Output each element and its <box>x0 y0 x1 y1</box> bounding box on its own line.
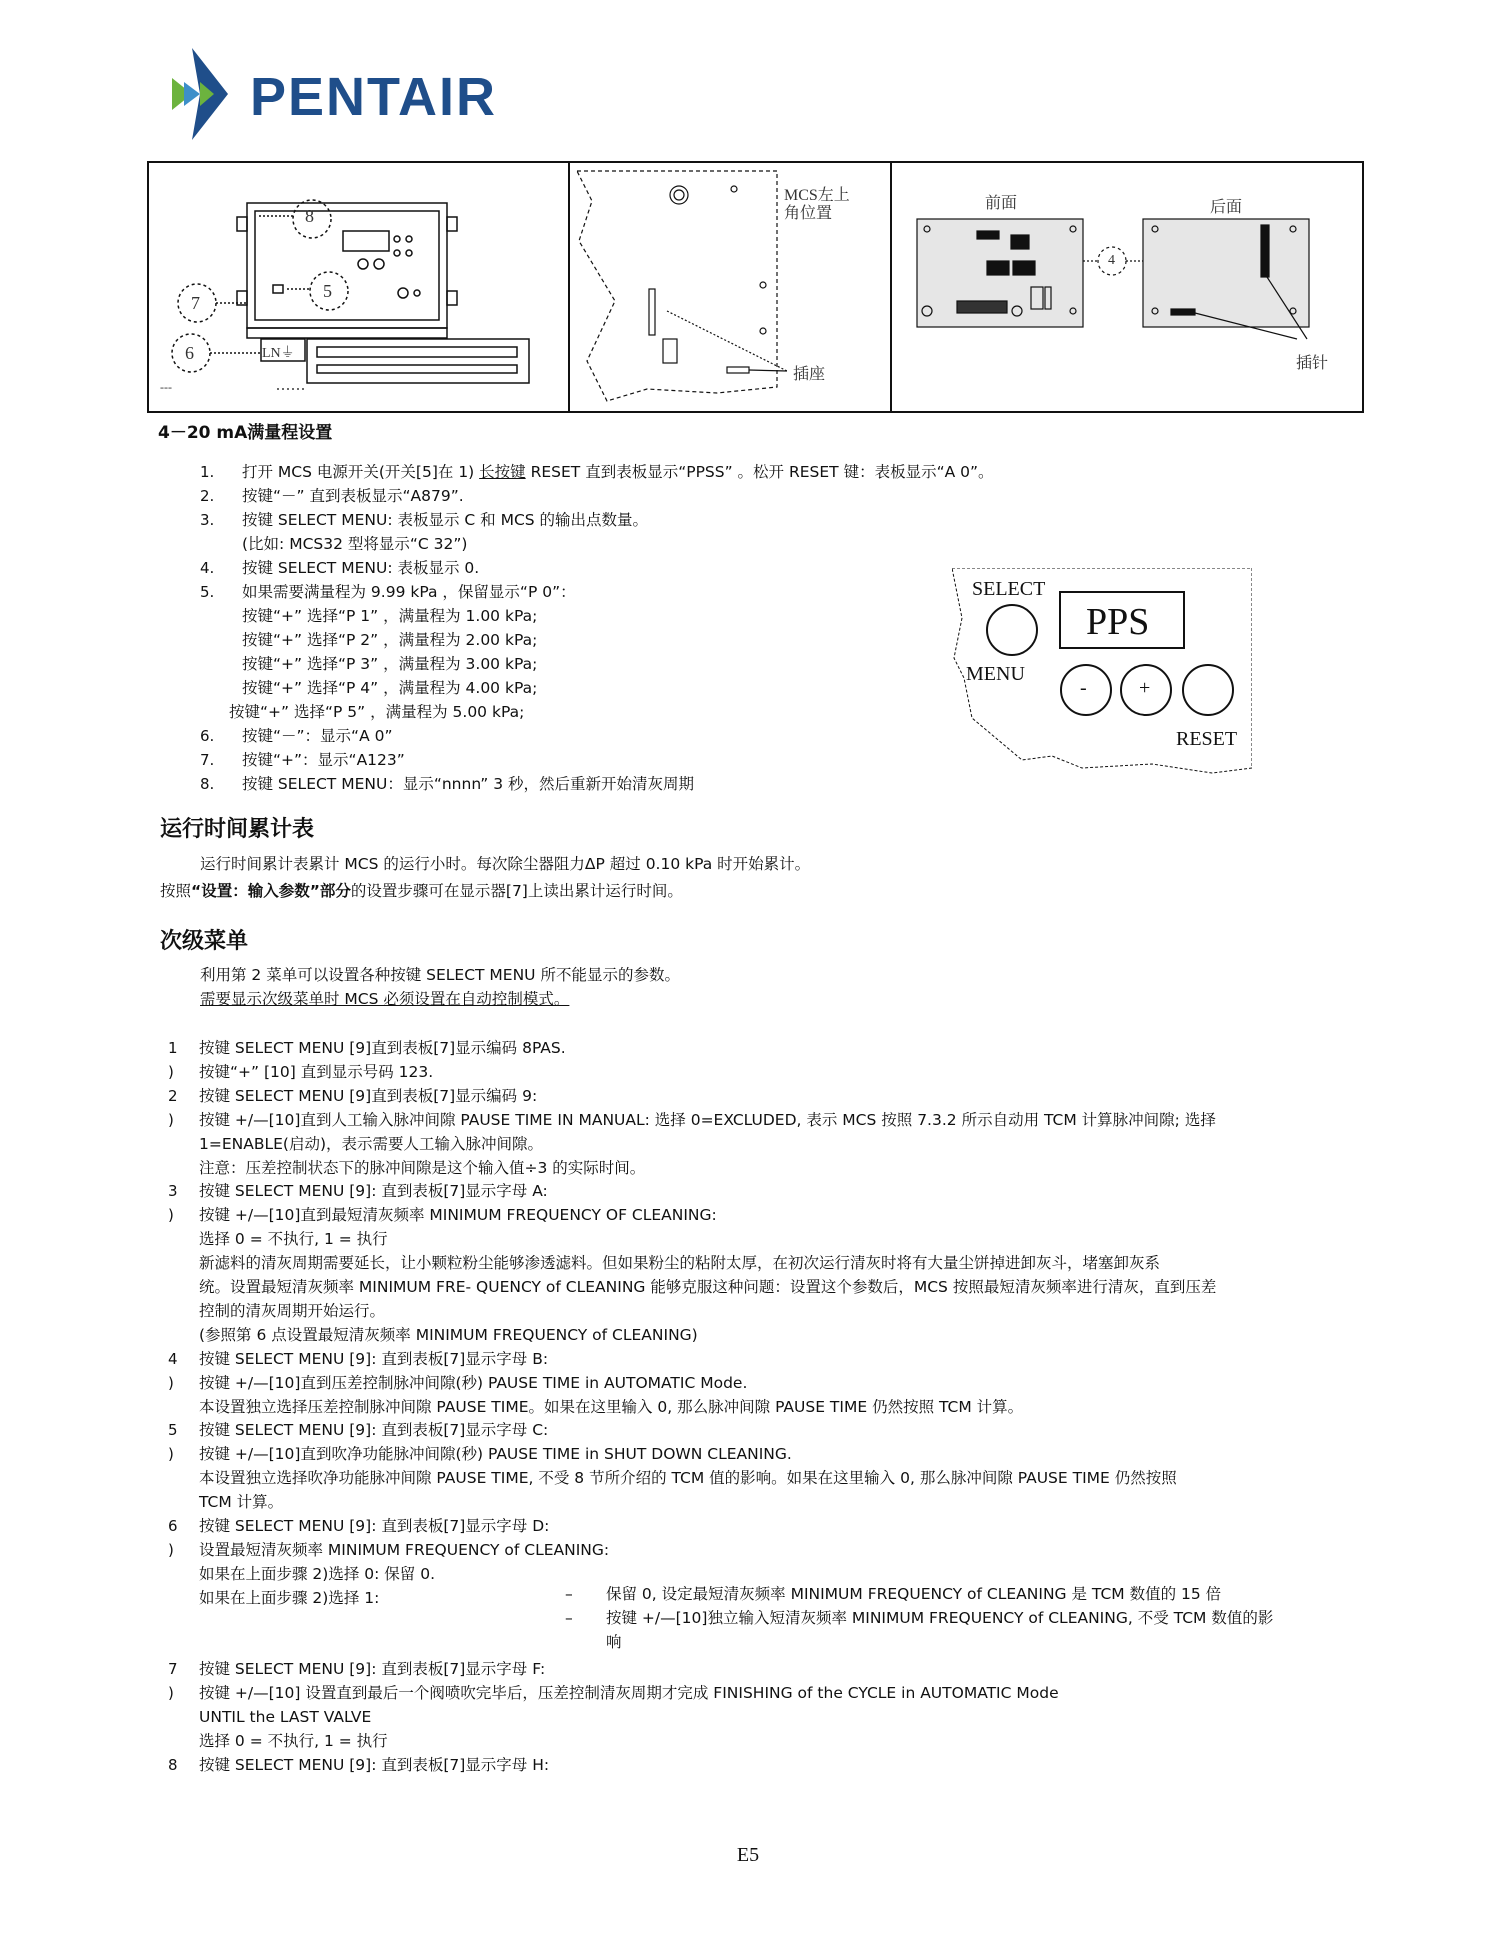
step-text: 本设置独立选择压差控制脉冲间隙 PAUSE TIME。如果在这里输入 0, 那么脉冲间隙 PAUSE TIME 仍然按照 TCM 计算。 <box>199 1398 1024 1416</box>
list-item-text: 如果需要满量程为 9.99 kPa ，保留显示“P 0”： <box>242 583 576 601</box>
step-text: 按键 SELECT MENU [9]: 直到表板[7]显示字母 C: <box>199 1421 549 1439</box>
list-item-text: 按键 SELECT MENU: 表板显示 C 和 MCS 的输出点数量。 <box>242 511 649 529</box>
list-number: 4. <box>200 559 215 577</box>
socket-label: 插座 <box>793 366 826 383</box>
panel2-label: MCS左上 <box>784 187 850 204</box>
callout-6: 6 <box>185 343 194 363</box>
paragraph: 运行时间累计表累计 MCS 的运行小时。每次除尘器阻力ΔP 超过 0.10 kPa 时开始累计。 <box>200 855 811 873</box>
front-label: 前面 <box>985 195 1018 212</box>
plus-label: + <box>1139 677 1151 699</box>
step-marker: ) <box>168 1063 174 1081</box>
list-number: 7. <box>200 751 215 769</box>
step-text: 按键 SELECT MENU [9]: 直到表板[7]显示字母 F: <box>199 1660 546 1678</box>
step-marker: 6 <box>168 1517 178 1535</box>
step-text: 按键 SELECT MENU [9]: 直到表板[7]显示字母 D: <box>199 1517 550 1535</box>
step-marker: 7 <box>168 1660 178 1678</box>
callout-5: 5 <box>323 281 332 301</box>
step-text: 按键 SELECT MENU [9]: 直到表板[7]显示字母 H: <box>199 1756 550 1774</box>
step-text: (参照第 6 点设置最短清灰频率 MINIMUM FREQUENCY of CLEANING) <box>199 1326 698 1344</box>
reset-label: RESET <box>1176 728 1238 750</box>
select-label: SELECT <box>972 578 1046 600</box>
paragraph: 利用第 2 菜单可以设置各种按键 SELECT MENU 所不能显示的参数。 <box>200 966 680 984</box>
step-text: 选择 0 = 不执行, 1 = 执行 <box>199 1230 388 1248</box>
step-marker: 3 <box>168 1182 178 1200</box>
list-item-text: 按键 SELECT MENU：显示“nnnn” 3 秒，然后重新开始清灰周期 <box>242 775 695 793</box>
list-item-text: 按键 SELECT MENU: 表板显示 0. <box>242 559 480 577</box>
step-text: 按键 SELECT MENU [9]直到表板[7]显示编码 9: <box>199 1087 538 1105</box>
list-item-text: 按键“+” 选择“P 2” ，满量程为 2.00 kPa; <box>242 631 538 649</box>
display-text: PPS <box>1086 601 1150 643</box>
step-text: UNTIL the LAST VALVE <box>199 1708 372 1726</box>
option-text: 保留 0, 设定最短清灰频率 MINIMUM FREQUENCY of CLEANING 是 TCM 数值的 15 倍 <box>606 1585 1222 1603</box>
paragraph: 需要显示次级菜单时 MCS 必须设置在自动控制模式。 <box>200 990 570 1008</box>
option-text: 按键 +/—[10]独立输入短清灰频率 MINIMUM FREQUENCY of CLEANING, 不受 TCM 数值的影 <box>606 1609 1274 1627</box>
step-marker: ) <box>168 1206 174 1224</box>
list-item-text: (比如: MCS32 型将显示“C 32”) <box>242 535 468 553</box>
step-marker: ) <box>168 1445 174 1463</box>
step-text: 按键 SELECT MENU [9]直到表板[7]显示编码 8PAS. <box>199 1039 566 1057</box>
step-marker: 5 <box>168 1421 178 1439</box>
step-text: 按键 +/—[10]直到吹净功能脉冲间隙(秒) PAUSE TIME in SHUT DOWN CLEANING. <box>199 1445 792 1463</box>
step-marker: ) <box>168 1374 174 1392</box>
step-text: 控制的清灰周期开始运行。 <box>199 1302 386 1320</box>
step-marker: 2 <box>168 1087 178 1105</box>
callout-8: 8 <box>305 206 314 226</box>
menu-label: MENU <box>966 663 1025 685</box>
step-text: 按键“+” [10] 直到显示号码 123. <box>199 1063 434 1081</box>
step-marker: ) <box>168 1541 174 1559</box>
step-text: 按键 SELECT MENU [9]: 直到表板[7]显示字母 A: <box>199 1182 548 1200</box>
list-number: 3. <box>200 511 215 529</box>
step-text: 按键 +/—[10] 设置直到最后一个阀喷吹完毕后，压差控制清灰周期才完成 FINISHING of the CYCLE in AUTOMATIC Mode <box>199 1684 1059 1702</box>
list-item-text: 按键“+”：显示“A123” <box>242 751 405 769</box>
step-marker: 4 <box>168 1350 178 1368</box>
step-text: 1=ENABLE(启动)，表示需要人工输入脉冲间隙。 <box>199 1135 543 1153</box>
step-text: 如果在上面步骤 2)选择 1: <box>199 1589 380 1607</box>
list-number: 6. <box>200 727 215 745</box>
dash: – <box>565 1609 573 1627</box>
step-text: TCM 计算。 <box>199 1493 284 1511</box>
step-text: 注意：压差控制状态下的脉冲间隙是这个输入值÷3 的实际时间。 <box>199 1159 646 1177</box>
step-marker: ) <box>168 1684 174 1702</box>
terminal-label: LN⏚ <box>262 346 295 361</box>
minus-label: - <box>1080 677 1087 699</box>
back-label: 后面 <box>1210 199 1243 216</box>
step-text: 按键 +/—[10]直到人工输入脉冲间隙 PAUSE TIME IN MANUAL: 选择 0=EXCLUDED, 表示 MCS 按照 7.3.2 所示自动用 TCM 计算脉冲间隙; 选择 <box>199 1111 1216 1129</box>
list-item-text: 打开 MCS 电源开关(开关[5]在 1) 长按键 RESET 直到表板显示“PPSS” 。松开 RESET 键：表板显示“A 0”。 <box>242 463 994 481</box>
section-title: 4－20 mA满量程设置 <box>158 423 333 443</box>
step-text: 统。设置最短清灰频率 MINIMUM FRE- QUENCY of CLEANING 能够克服这种问题：设置这个参数后，MCS 按照最短清灰频率进行清灰，直到压差 <box>199 1278 1217 1296</box>
list-item-text: 按键“+” 选择“P 3” ，满量程为 3.00 kPa; <box>242 655 538 673</box>
list-number: 5. <box>200 583 215 601</box>
list-item-text: 按键“－” 直到表板显示“A879”. <box>242 487 464 505</box>
list-number: 2. <box>200 487 215 505</box>
step-text: 按键 SELECT MENU [9]: 直到表板[7]显示字母 B: <box>199 1350 549 1368</box>
pins-label: 插针 <box>1296 355 1329 372</box>
section-title: 运行时间累计表 <box>160 817 315 842</box>
dash: – <box>565 1585 573 1603</box>
list-item-text: 按键“+” 选择“P 1” ，满量程为 1.00 kPa; <box>242 607 538 625</box>
brand-name: PENTAIR <box>250 67 498 127</box>
step-text: 本设置独立选择吹净功能脉冲间隙 PAUSE TIME, 不受 8 节所介绍的 TCM 值的影响。如果在这里输入 0, 那么脉冲间隙 PAUSE TIME 仍然按照 <box>199 1469 1177 1487</box>
step-text: 选择 0 = 不执行, 1 = 执行 <box>199 1732 388 1750</box>
list-number: 1. <box>200 463 215 481</box>
step-text: 按键 +/—[10]直到最短清灰频率 MINIMUM FREQUENCY OF CLEANING: <box>199 1206 717 1224</box>
step-marker: ) <box>168 1111 174 1129</box>
list-number: 8. <box>200 775 215 793</box>
dashes: --- <box>160 380 172 394</box>
step-marker: 8 <box>168 1756 178 1774</box>
list-item-text: 按键“－”：显示“A 0” <box>242 727 393 745</box>
list-item-text: 按键“+” 选择“P 5” ，满量程为 5.00 kPa; <box>229 703 525 721</box>
callout-4: 4 <box>1108 253 1115 268</box>
step-text: 设置最短清灰频率 MINIMUM FREQUENCY of CLEANING: <box>199 1541 610 1559</box>
panel2-label: 角位置 <box>784 205 833 222</box>
step-marker: 1 <box>168 1039 178 1057</box>
paragraph: 按照“设置：输入参数”部分的设置步骤可在显示器[7]上读出累计运行时间。 <box>160 882 683 900</box>
step-text: 按键 +/—[10]直到压差控制脉冲间隙(秒) PAUSE TIME in AUTOMATIC Mode. <box>199 1374 748 1392</box>
step-text: 新滤料的清灰周期需要延长，让小颗粒粉尘能够渗透滤料。但如果粉尘的粘附太厚，在初次运行清灰时将有大量尘饼掉进卸灰斗，堵塞卸灰系 <box>199 1254 1161 1272</box>
step-text: 如果在上面步骤 2)选择 0: 保留 0. <box>199 1565 435 1583</box>
option-text: 响 <box>606 1633 622 1651</box>
page-number: E5 <box>736 1844 760 1866</box>
list-item-text: 按键“+” 选择“P 4” ，满量程为 4.00 kPa; <box>242 679 538 697</box>
section-title: 次级菜单 <box>160 929 249 954</box>
callout-7: 7 <box>191 293 200 313</box>
